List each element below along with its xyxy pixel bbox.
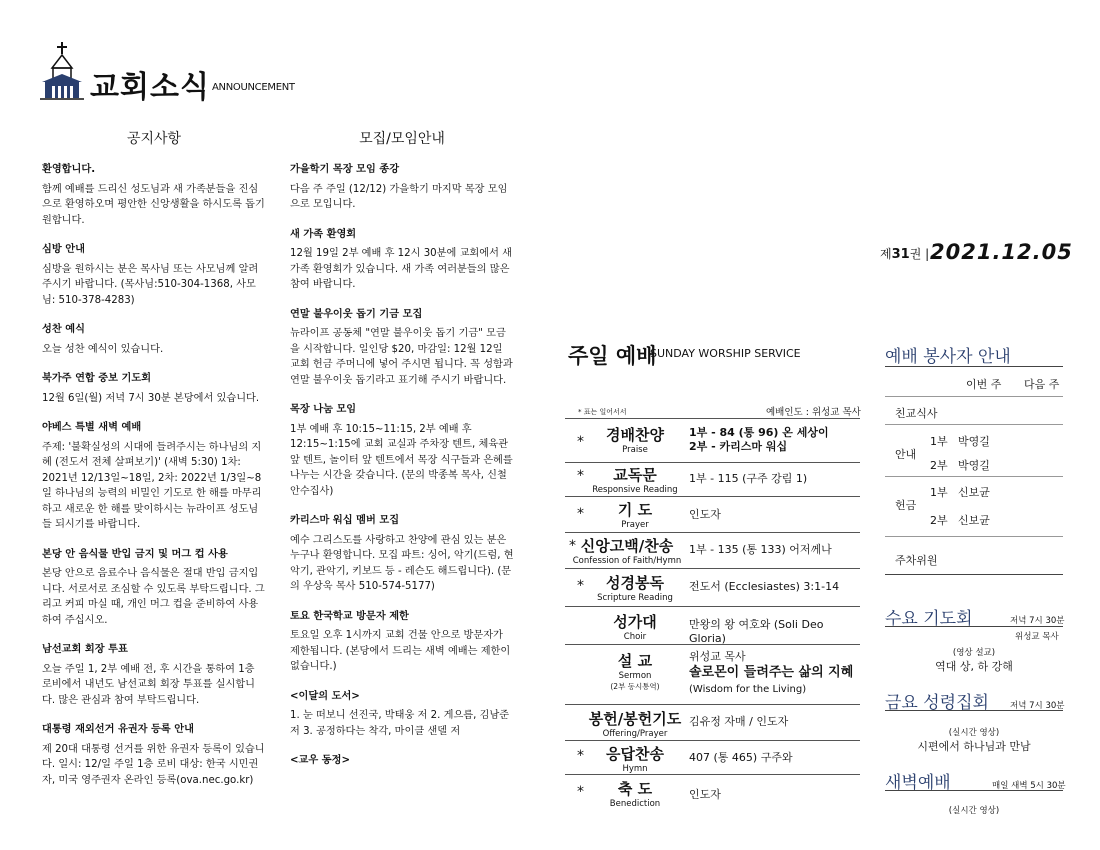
wednesday-title: 수요 기도회	[885, 609, 973, 629]
standing-mark: *	[577, 434, 584, 450]
sermon-title: 솔로몬이 들려주는 삶의 지혜	[689, 665, 854, 680]
worship-item-en: Hymn	[622, 764, 648, 774]
gathering-body: 토요일 오후 1시까지 교회 건물 안으로 방문자가 제한됩니다. (본당에서 드리는 새벽 예배는 제한이 없습니다.)	[290, 630, 511, 672]
worship-item: 성경봉독	[606, 574, 664, 592]
worship-detail: 1부 - 115 (구주 강림 1)	[689, 472, 808, 485]
offering-part: 2부	[930, 514, 948, 527]
friday-title: 금요 성령집회	[885, 693, 989, 713]
worship-item: 축 도	[617, 780, 653, 798]
volume-label: 제31권 |	[880, 247, 930, 262]
gathering-title: <교우 동정>	[290, 755, 350, 766]
worship-detail: 만왕의 왕 여호와 (Soli Deo Gloria)	[689, 618, 824, 645]
notice-body: 심방을 원하시는 분은 목사님 또는 사모님께 알려주시기 바랍니다. (목사님:510-304-1368, 사모님: 510-378-4283)	[42, 263, 259, 306]
worship-item-note: (2부 동시통역)	[610, 682, 660, 691]
church-icon	[40, 42, 84, 100]
worship-item-en: Prayer	[621, 520, 649, 530]
worship-row	[565, 606, 860, 646]
worship-detail: 인도자	[689, 508, 721, 521]
gathering-title: 토요 한국학교 방문자 제한	[290, 610, 409, 622]
worship-item: 설 교	[617, 652, 653, 670]
notice-body: 주제: '불확실성의 시대에 들려주시는 하나님의 지혜 (전도서 전체 살펴보기)' (새벽 5:30) 1차: 2021년 12/13일~18일, 2차: 2022년 1/3일~8일 하나님의 능력의 비밀인 기도로 한 해를 마무리하고 새로운 한 해를 맞이하시는 뉴라이프 성도님들 되시기를 바랍니다.	[42, 441, 262, 530]
gathering-body: 다음 주 주일 (12/12) 가을학기 마지막 목장 모임으로 모입니다.	[290, 183, 508, 210]
gathering-body: 뉴라이프 공동체 "연말 불우이웃 돕기 기금" 모금을 시작합니다. 일인당 $20, 마감일: 12월 12일 교회 헌금 주머니에 넣어 주시면 됩니다. 꼭 성함과 연말 불우이웃 돕기라고 표기해 주시기 바랍니다.	[290, 328, 513, 386]
usher-part: 2부	[930, 459, 948, 472]
offering-name: 신보균	[958, 514, 990, 527]
worship-row	[565, 740, 860, 776]
servants-title: 예배 봉사자 안내	[885, 347, 1011, 367]
worship-item: 기 도	[617, 501, 653, 519]
wednesday-time: 저녁 7시 30분	[1010, 616, 1065, 626]
notice-title: 본당 안 음식물 반입 금지 및 머그 컵 사용	[42, 548, 228, 560]
notice-title: 심방 안내	[42, 244, 85, 255]
dawn-time: 매일 새벽 5시 30분	[992, 781, 1066, 791]
gathering-body: 1부 예배 후 10:15~11:15, 2부 예배 후 12:15~1:15에 교회 교실과 주차장 텐트, 체육관 앞 텐트, 놀이터 앞 텐트에서 목장 식구들과 은혜를 나누는 시간을 갖습니다. (문의 박종복 목사, 신철 안수집사)	[290, 423, 513, 497]
divider	[885, 536, 1063, 537]
notice-body: 제 20대 대통령 선거를 위한 유권자 등록이 있습니다. 일시: 12/일 주일 1층 로비 대상: 한국 시민권자, 미국 영주권자 온라인 등록(ova.nec.go.kr)	[42, 743, 265, 786]
notices-heading: 공지사항	[126, 131, 182, 147]
worship-title: 주일 예배	[568, 344, 657, 368]
standing-mark: *	[577, 506, 584, 522]
parking-label: 주차위원	[895, 554, 938, 567]
worship-row	[565, 462, 860, 498]
worship-item-en: Choir	[623, 632, 647, 642]
worship-row	[565, 532, 860, 570]
page-subtitle: ANNOUNCEMENT	[212, 82, 295, 93]
notice-body: 본당 안으로 음료수나 음식물은 절대 반입 금지입니다. 서로서로 조심할 수 있도록 부탁드립니다. 그리고 커피 마실 때, 개인 머그 컵을 준비하여 사용하여 주십시오.	[42, 568, 265, 626]
worship-item-en: Praise	[622, 445, 648, 455]
divider	[885, 574, 1063, 575]
notice-title: 대통령 재외선거 유권자 등록 안내	[42, 724, 194, 735]
worship-subtitle: SUNDAY WORSHIP SERVICE	[650, 347, 801, 360]
worship-item-en: Responsive Reading	[592, 485, 678, 495]
gathering-title: 카리스마 워십 멤버 모집	[290, 515, 400, 526]
worship-item: 성가대	[613, 613, 657, 631]
worship-detail: 2부 - 카리스마 워십	[689, 440, 788, 453]
worship-item-en: Offering/Prayer	[602, 729, 668, 739]
worship-row	[565, 774, 860, 810]
worship-item: 봉헌/봉헌기도	[588, 710, 682, 728]
worship-item-en: Benediction	[609, 799, 661, 809]
worship-detail: 김유정 자매 / 인도자	[689, 715, 789, 728]
next-week-header: 다음 주	[1024, 378, 1060, 391]
worship-row	[565, 704, 860, 740]
worship-detail: 407 (통 465) 구주와	[689, 751, 793, 764]
friday-time: 저녁 7시 30분	[1010, 701, 1065, 711]
usher-name: 박영길	[958, 459, 990, 472]
this-week-header: 이번 주	[966, 378, 1002, 391]
gathering-title: 가을학기 목장 모임 종강	[290, 164, 400, 175]
worship-leader: 예배인도 : 위성교 목사	[766, 407, 861, 418]
gathering-title: 새 가족 환영회	[290, 228, 357, 240]
notice-title: 성찬 예식	[42, 324, 85, 335]
worship-item: 신앙고백/찬송	[580, 537, 674, 555]
divider	[885, 396, 1063, 397]
standing-mark: *	[577, 748, 584, 764]
worship-row	[565, 424, 860, 460]
gathering-title: <이달의 도서>	[290, 690, 360, 702]
worship-detail: 전도서 (Ecclesiastes) 3:1-14	[689, 580, 840, 593]
page-title: 교회소식	[90, 70, 210, 105]
worship-item-en: Sermon	[618, 671, 652, 681]
standing-mark: *	[577, 784, 584, 800]
notice-body: 함께 예배를 드리신 성도님과 새 가족분들을 진심으로 환영하오며 평안한 신앙생활을 하시도록 돕기 원합니다.	[42, 183, 265, 226]
wednesday-leader: 위성교 목사	[1015, 632, 1059, 642]
standing-note: * 표는 일어서서	[578, 408, 627, 416]
notice-title: 환영합니다.	[42, 164, 96, 175]
notice-body: 오늘 성찬 예식이 있습니다.	[42, 343, 164, 355]
gathering-body: 예수 그리스도를 사랑하고 찬양에 관심 있는 분은 누구나 환영합니다. 모집 파트: 싱어, 악기(드럼, 현악기, 관악기, 키보드 등 - 레슨도 해드립니다). (문의 우상욱 목사 510-574-5177)	[290, 534, 514, 592]
divider	[885, 366, 1063, 367]
divider	[885, 476, 1063, 477]
gathering-body: 12월 19일 2부 예배 후 12시 30분에 교회에서 새 가족 환영회가 있습니다. 새 가족 여러분들의 많은 참여 바랍니다.	[290, 248, 513, 290]
worship-detail: 1부 - 84 (통 96) 온 세상이	[689, 426, 829, 439]
divider	[565, 418, 860, 419]
worship-item: 경배찬양	[606, 426, 664, 444]
offering-part: 1부	[930, 486, 948, 499]
worship-detail: 위성교 목사	[689, 650, 746, 663]
offering-label: 헌금	[895, 499, 917, 512]
gathering-body: 1. 눈 떠보니 선진국, 박태웅 저 2. 게으름, 김남준 저 3. 공정하다는 착각, 마이클 샌델 저	[290, 710, 510, 737]
sermon-title-en: (Wisdom for the Living)	[689, 684, 807, 695]
usher-part: 1부	[930, 435, 948, 448]
usher-label: 안내	[895, 448, 917, 461]
worship-item-en: Scripture Reading	[597, 593, 673, 603]
wednesday-note: (영상 설교)	[952, 648, 996, 658]
offering-name: 신보균	[958, 486, 990, 499]
notice-body: 오늘 주일 1, 2부 예배 전, 후 시간을 통하여 1층 로비에서 내년도 남선교회 회장 투표를 실시합니다. 많은 관심과 참여 부탁드립니다.	[42, 663, 256, 706]
worship-row	[565, 568, 860, 604]
gathering-title: 연말 불우이웃 돕기 기금 모집	[290, 308, 423, 320]
standing-mark: *	[569, 538, 576, 554]
worship-row	[565, 644, 860, 704]
notice-title: 야베스 특별 새벽 예배	[42, 422, 142, 433]
worship-item: 교독문	[613, 466, 657, 484]
gathering-title: 목장 나눔 모임	[290, 404, 357, 415]
worship-item-en: Confession of Faith/Hymn	[572, 556, 682, 566]
issue-date: 2021.12.05	[930, 240, 1073, 264]
friday-text: 시편에서 하나님과 만남	[917, 740, 1031, 753]
worship-detail: 1부 - 135 (통 133) 어저께나	[689, 543, 832, 556]
notice-title: 북가주 연합 중보 기도회	[42, 373, 152, 384]
notice-title: 남선교회 회장 투표	[42, 644, 128, 655]
friday-note: (실시간 영상)	[948, 728, 1000, 738]
wednesday-text: 역대 상, 하 강해	[935, 660, 1013, 673]
worship-detail: 인도자	[689, 788, 721, 801]
dawn-note: (실시간 영상)	[948, 806, 1000, 816]
worship-item: 응답찬송	[606, 745, 664, 763]
standing-mark: *	[577, 578, 584, 594]
dawn-title: 새벽예배	[885, 773, 951, 793]
gatherings-heading: 모집/모임안내	[359, 131, 445, 147]
divider	[885, 424, 1063, 425]
gatherings-list	[290, 162, 514, 773]
usher-name: 박영길	[958, 435, 990, 448]
divider	[885, 626, 1063, 627]
standing-mark: *	[577, 468, 584, 484]
notice-body: 12월 6일(월) 저녁 7시 30분 본당에서 있습니다.	[42, 392, 260, 404]
worship-row	[565, 496, 860, 532]
welcome-label: 친교식사	[895, 407, 938, 420]
notices-list	[42, 162, 266, 788]
